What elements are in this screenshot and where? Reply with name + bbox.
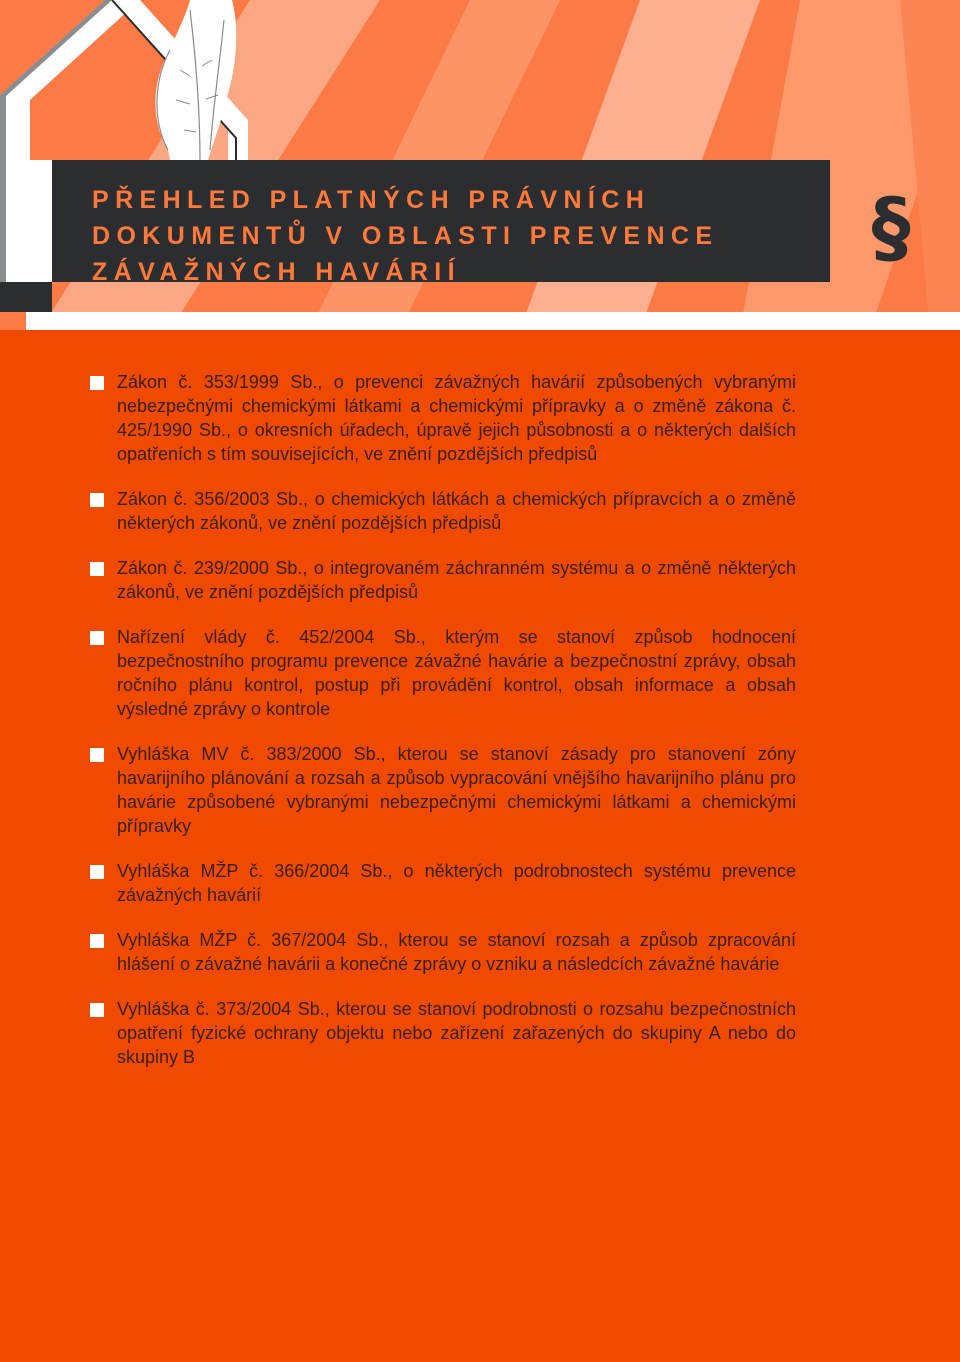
law-id: Zákon č. 353/1999 Sb. bbox=[117, 372, 318, 392]
list-item bbox=[90, 859, 796, 907]
list-item bbox=[90, 742, 796, 838]
paragraph-sign-icon: § bbox=[871, 183, 911, 273]
law-id: Vyhláška MŽP č. 366/2004 Sb. bbox=[117, 861, 388, 881]
list-item bbox=[90, 997, 796, 1069]
page-title-line-1: PŘEHLED PLATNÝCH PRÁVNÍCH bbox=[92, 186, 651, 214]
bullet-square-icon bbox=[90, 493, 104, 507]
law-description: , o chemických látkách a chemických přípravcích a o změně některých zákonů, ve znění pozdějších předpisů bbox=[117, 489, 796, 533]
bullet-square-icon bbox=[90, 376, 104, 390]
page-title-line-3: ZÁVAŽNÝCH HAVÁRIÍ bbox=[92, 258, 461, 286]
bullet-square-icon bbox=[90, 1003, 104, 1017]
bullet-square-icon bbox=[90, 934, 104, 948]
list-item bbox=[90, 625, 796, 721]
page-title-line-2: DOKUMENTŮ V OBLASTI PREVENCE bbox=[92, 222, 719, 250]
list-item bbox=[90, 370, 796, 466]
list-item bbox=[90, 556, 796, 604]
law-description: , kterou se stanoví rozsah a způsob zpracování hlášení o závažné havárii a konečné zprávy o vzniku a následcích závažné havárie bbox=[117, 930, 796, 974]
law-description: , kterou se stanoví zásady pro stanovení zóny havarijního plánování a rozsah a způsob vypracování vnějšího havarijního plánu pro havárie způsobené vybranými nebezpečnými chemickými látkami a chemickými přípravky bbox=[117, 744, 796, 836]
law-id: Vyhláška č. 373/2004 Sb. bbox=[117, 999, 325, 1019]
bullet-square-icon bbox=[90, 562, 104, 576]
law-id: Zákon č. 356/2003 Sb. bbox=[117, 489, 304, 509]
bullet-square-icon bbox=[90, 748, 104, 762]
bullet-square-icon bbox=[90, 865, 104, 879]
law-list bbox=[90, 370, 796, 1090]
law-description: , kterou se stanoví podrobnosti o rozsahu bezpečnostních opatření fyzické ochrany objektu nebo zařízení zařazených do skupiny A nebo do skupiny B bbox=[117, 999, 796, 1067]
law-id: Nařízení vlády č. 452/2004 Sb. bbox=[117, 627, 421, 647]
law-description: , o prevenci závažných havárií způsobených vybranými nebezpečnými chemickými látkami a chemickými přípravky a o změně zákona č. 425/1990 Sb., o okresních úřadech, úpravě jejich působnosti a o některých dalších opatřeních s tím souvisejících, ve znění pozdějších předpisů bbox=[117, 372, 796, 464]
law-description: , o některých podrobnostech systému prevence závažných havárií bbox=[117, 861, 797, 905]
law-id: Vyhláška MŽP č. 367/2004 Sb. bbox=[117, 930, 384, 950]
bullet-square-icon bbox=[90, 631, 104, 645]
law-id: Vyhláška MV č. 383/2000 Sb. bbox=[117, 744, 381, 764]
title-band bbox=[52, 160, 830, 286]
law-description: , o integrovaném záchranném systému a o změně některých zákonů, ve znění pozdějších předpisů bbox=[117, 558, 796, 602]
law-id: Zákon č. 239/2000 Sb. bbox=[117, 558, 303, 578]
list-item bbox=[90, 928, 796, 976]
list-item bbox=[90, 487, 796, 535]
law-description: , kterým se stanoví způsob hodnocení bezpečnostního programu prevence závažné havárie a bezpečnostní zprávy, obsah ročního plánu kontrol, postup při provádění kontrol, obsah informace a obsah výsledné zprávy o kontrole bbox=[117, 627, 796, 719]
